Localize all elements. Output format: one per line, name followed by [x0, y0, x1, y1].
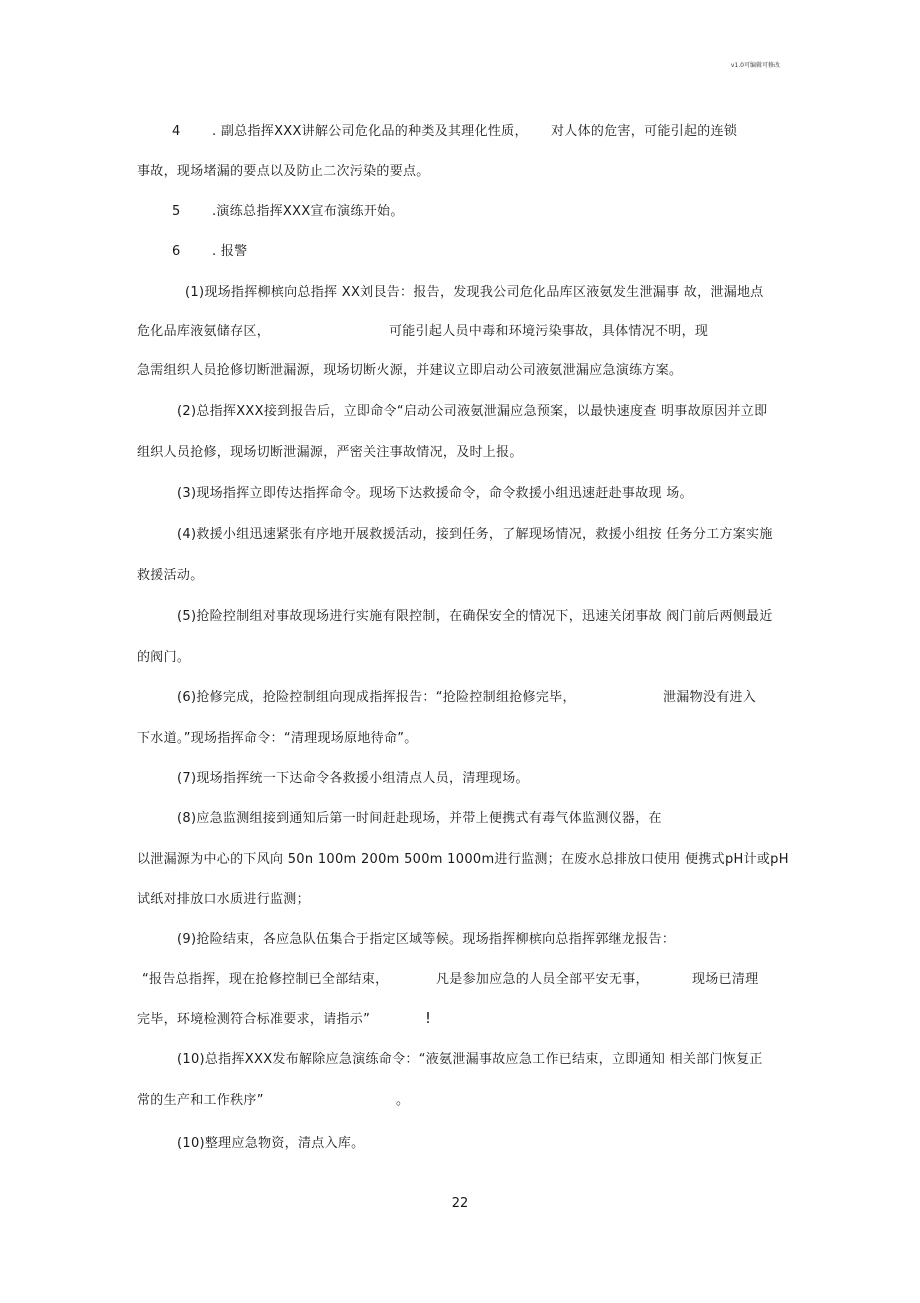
text-line: (4)救援小组迅速紧张有序地开展救援活动，接到任务，了解现场情况，救援小组按 任务分工方案实施	[177, 527, 773, 542]
header-version-note: v1.0可编辑可修改	[730, 62, 780, 69]
text-line: !	[425, 1009, 432, 1027]
text-line: 现场已清理	[692, 972, 759, 987]
text-line: 常的生产和工作秩序”	[137, 1093, 264, 1108]
section-number: 4	[172, 124, 181, 139]
text-line: .演练总指挥XXX宣布演练开始。	[212, 204, 404, 219]
text-line: “报告总指挥，现在抢修控制已全部结束，	[142, 972, 389, 987]
text-line: (5)抢险控制组对事故现场进行实施有限控制，在确保安全的情况下，迅速关闭事故 阀门前后两侧最近	[177, 609, 773, 624]
text-line: (6)抢修完成，抢险控制组向现成指挥报告：“抢险控制组抢修完毕，	[177, 690, 576, 705]
text-line: 以泄漏源为中心的下风向 50n 100m 200m 500m 1000m进行监测；在废水总排放口使用 便携式pH计或pH	[137, 852, 789, 867]
text-line: 组织人员抢修，现场切断泄漏源，严密关注事故情况，及时上报。	[137, 445, 523, 460]
section-title: . 报警	[212, 244, 248, 259]
page-number: 22	[451, 1196, 469, 1211]
text-line: (10)整理应急物资，清点入库。	[177, 1136, 365, 1151]
text-line: 可能引起人员中毒和环境污染事故，具体情况不明，现	[389, 324, 709, 339]
section-number: 6	[172, 244, 181, 259]
text-line: 完毕，环境检测符合标准要求，请指示”	[137, 1012, 371, 1027]
text-line: . 副总指挥XXX讲解公司危化品的种类及其理化性质，	[212, 124, 528, 139]
text-line: 凡是参加应急的人员全部平安无事，	[436, 972, 649, 987]
text-line: 急需组织人员抢修切断泄漏源，现场切断火源，并建议立即启动公司液氨泄漏应急演练方案。	[137, 363, 683, 378]
text-line: 事故，现场堵漏的要点以及防止二次污染的要点。	[137, 164, 430, 179]
text-line: (10)总指挥XXX发布解除应急演练命令：“液氨泄漏事故应急工作已结束，立即通知 相关部门恢复正	[177, 1052, 763, 1067]
text-line: (1)现场指挥柳槟向总指挥 XX刘艮告：报告，发现我公司危化品库区液氨发生泄漏事 故，泄漏地点	[185, 285, 764, 300]
text-line: 泄漏物没有进入	[663, 690, 757, 705]
text-line: 危化品库液氨储存区，	[137, 324, 271, 339]
text-line: 试纸对排放口水质进行监测；	[137, 892, 310, 907]
text-line: (3)现场指挥立即传达指挥命令。现场下达救援命令，命令救援小组迅速赶赴事故现 场。	[177, 486, 693, 501]
text-line: (7)现场指挥统一下达命令各救援小组清点人员，清理现场。	[177, 771, 529, 786]
text-line: 的阀门。	[137, 650, 191, 665]
text-line: (2)总指挥XXX接到报告后，立即命令“启动公司液氨泄漏应急预案，以最快速度查 明事故原因并立即	[177, 404, 768, 419]
text-line: 。	[396, 1093, 410, 1108]
text-line: 对人体的危害，可能引起的连锁	[551, 124, 738, 139]
text-line: (8)应急监测组接到通知后第一时间赶赴现场，并带上便携式有毒气体监测仪器，在	[177, 811, 662, 826]
text-line: 下水道。”现场指挥命令：“清理现场原地待命”。	[137, 731, 418, 746]
section-number: 5	[172, 204, 181, 219]
text-line: (9)抢险结束，各应急队伍集合于指定区域等候。现场指挥柳槟向总指挥郭继龙报告：	[177, 932, 676, 947]
text-line: 救援活动。	[137, 568, 204, 583]
